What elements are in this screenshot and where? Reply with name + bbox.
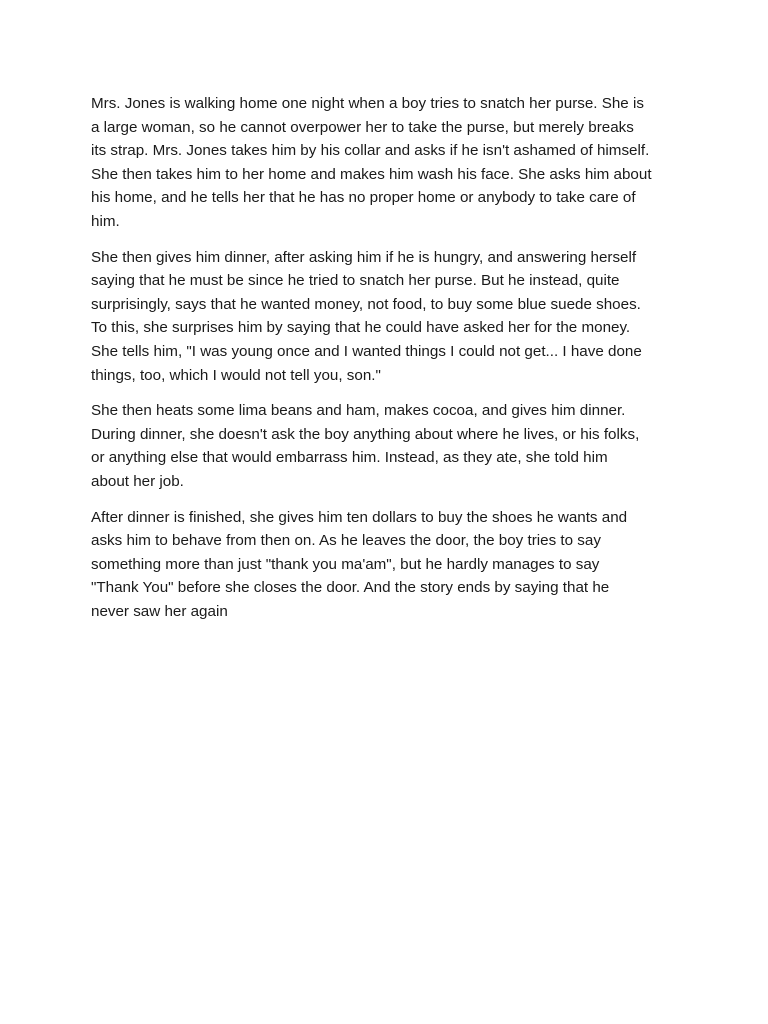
paragraph-3: She then heats some lima beans and ham, makes cocoa, and gives him dinner. During dinner, she doesn't ask the boy anything about where he lives, or his folks, or anything else that would embarrass him. Instead, as they ate, she told him about her job. bbox=[91, 402, 640, 490]
paragraph-2: She then gives him dinner, after asking him if he is hungry, and answering herself saying that he must be since he tried to snatch her purse. But he instead, quite surprisingly, says that he wanted money, not food, to buy some blue suede shoes. To this, she surprises him by saying that he could have asked her for the money. She tells him, "I was young once and I wanted things I could not get... I have done things, too, which I would not tell you, son." bbox=[91, 248, 642, 384]
document-body bbox=[91, 92, 691, 635]
paragraph-1: Mrs. Jones is walking home one night when a boy tries to snatch her purse. She is a large woman, so he cannot overpower her to take the purse, but merely breaks its strap. Mrs. Jones takes him by his collar and asks if he isn't ashamed of himself. She then takes him to her home and makes him wash his face. She asks him about his home, and he tells her that he has no proper home or anybody to take care of him. bbox=[91, 95, 652, 230]
paragraph-4: After dinner is finished, she gives him ten dollars to buy the shoes he wants and asks him to behave from then on. As he leaves the door, the boy tries to say something more than just "thank you ma'am", but he hardly manages to say "Thank You" before she closes the door. And the story ends by saying that he never saw her again bbox=[91, 508, 628, 620]
